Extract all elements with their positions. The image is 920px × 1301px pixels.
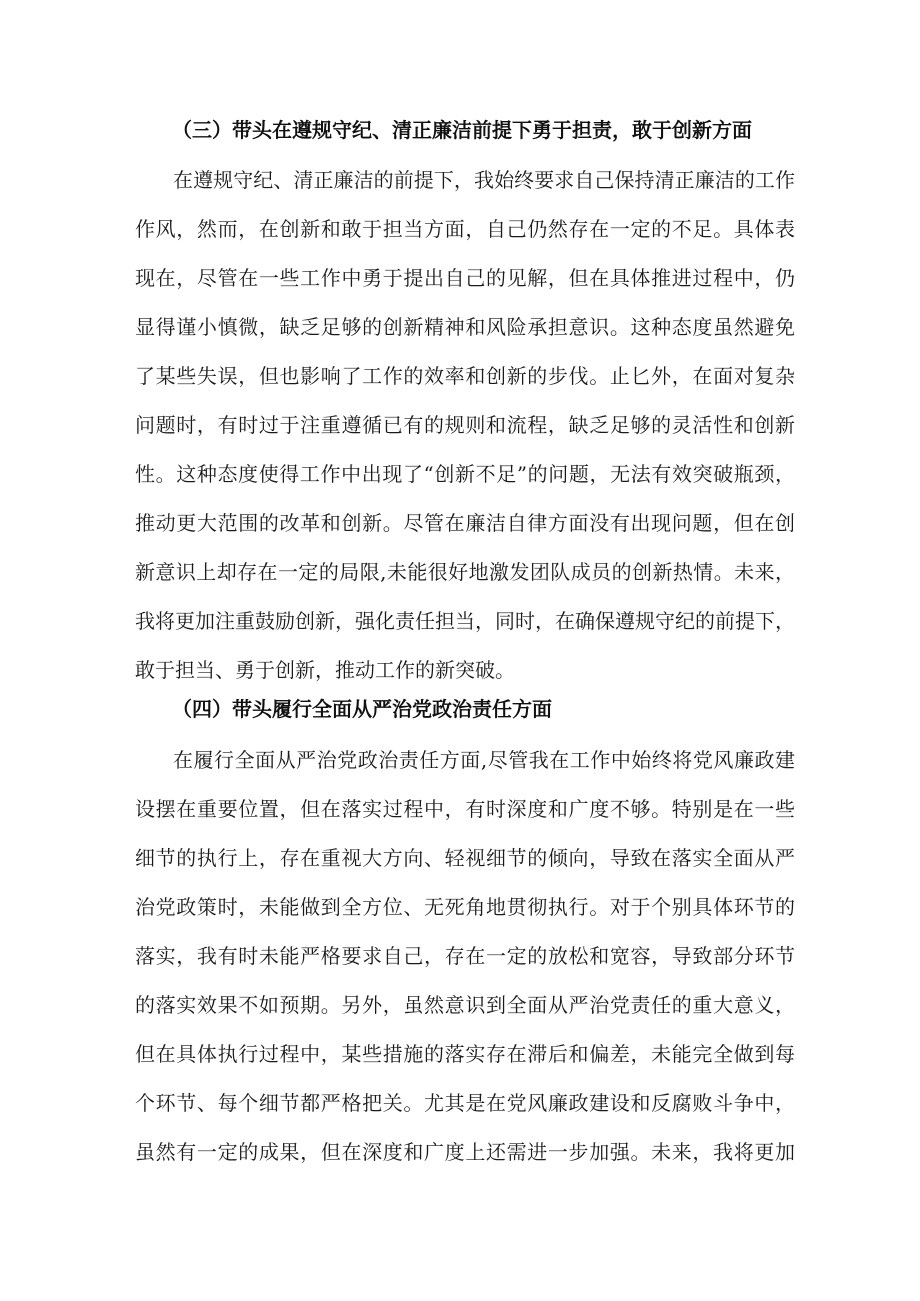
paragraph-line: 显得谨小慎微，缺乏足够的创新精神和风险承担意识。这种态度虽然避免 [135,315,795,339]
section-4-heading: （四）带头履行全面从严治党政治责任方面 [172,697,552,721]
paragraph-line: 在遵规守纪、清正廉洁的前提下，我始终要求自己保持清正廉洁的工作 [173,168,795,192]
paragraph-line: 现在，尽管在一些工作中勇于提出自己的见解，但在具体推进过程中，仍 [135,266,795,290]
paragraph-line: 性。这种态度使得工作中出现了“创新不足”的问题，无法有效突破瓶颈， [135,462,795,486]
section-3-paragraph [135,156,795,695]
paragraph-line: 细节的执行上，存在重视大方向、轻视细节的倾向，导致在落实全面从严 [135,846,795,870]
paragraph-line: 推动更大范围的改革和创新。尽管在廉洁自律方面没有出现问题，但在创 [135,511,795,535]
paragraph-line: 治党政策时，未能做到全方位、无死角地贯彻执行。对于个别具体环节的 [135,895,795,919]
paragraph-line: 在履行全面从严治党政治责任方面,尽管我在工作中始终将党风廉政建 [173,748,795,772]
paragraph-line: 作风，然而，在创新和敢于担当方面，自己仍然存在一定的不足。具体表 [135,217,795,241]
section-4-paragraph [135,736,795,1177]
paragraph-line: 了某些失误，但也影响了工作的效率和创新的步伐。止匕外，在面对复杂 [135,364,795,388]
paragraph-line: 虽然有一定的成果，但在深度和广度上还需进一步加强。未来，我将更加 [135,1140,795,1164]
paragraph-line: 设摆在重要位置，但在落实过程中，有时深度和广度不够。特别是在一些 [135,797,795,821]
section-3-heading: （三）带头在遵规守纪、清正廉洁前提下勇于担责，敢于创新方面 [172,118,752,142]
paragraph-line: 新意识上却存在一定的局限,未能很好地激发团队成员的创新热情。未来， [135,560,795,584]
paragraph-line: 的落实效果不如预期。另外，虽然意识到全面从严治党责任的重大意义， [135,993,795,1017]
paragraph-line: 敢于担当、勇于创新，推动工作的新突破。 [135,658,515,682]
paragraph-line: 我将更加注重鼓励创新，强化责任担当，同时，在确保遵规守纪的前提下， [135,609,795,633]
paragraph-line: 问题时，有时过于注重遵循已有的规则和流程，缺乏足够的灵活性和创新 [135,413,795,437]
paragraph-line: 但在具体执行过程中，某些措施的落实存在滞后和偏差，未能完全做到每 [135,1042,795,1066]
paragraph-line: 落实，我有时未能严格要求自己，存在一定的放松和宽容，导致部分环节 [135,944,795,968]
paragraph-line: 个环节、每个细节都严格把关。尤其是在党风廉政建设和反腐败斗争中， [135,1091,795,1115]
